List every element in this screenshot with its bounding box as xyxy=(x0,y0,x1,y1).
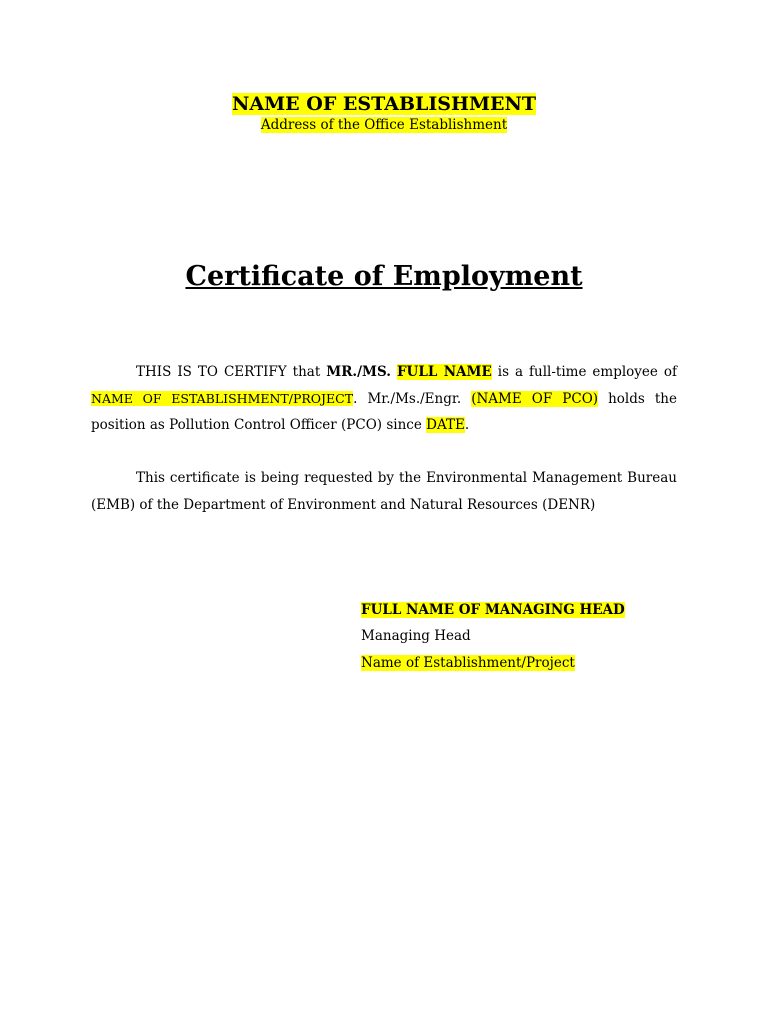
signatory-establishment-line xyxy=(361,650,575,677)
employer-establishment: NAME OF ESTABLISHMENT/PROJECT xyxy=(91,390,354,406)
para1-text-4: holds the position as Pollution Control Officer (PCO) since xyxy=(91,390,677,433)
establishment-name-header xyxy=(0,93,768,115)
signatory-name-line xyxy=(361,597,625,624)
para1-text-1: THIS IS TO CERTIFY that xyxy=(136,364,327,380)
signatory-establishment: Name of Establishment/Project xyxy=(361,655,575,671)
document-title: Certificate of Employment xyxy=(185,261,583,292)
establishment-name: NAME OF ESTABLISHMENT xyxy=(232,93,536,115)
certification-paragraph xyxy=(91,359,677,439)
signatory-name: FULL NAME OF MANAGING HEAD xyxy=(361,602,625,618)
signatory-position: Managing Head xyxy=(361,628,471,644)
para1-text-3: . Mr./Ms./Engr. xyxy=(353,390,472,407)
para1-text-2: is a full-time employee of xyxy=(491,364,678,380)
employment-date: DATE xyxy=(426,417,465,433)
purpose-paragraph: This certificate is being requested by the Environmental Management Bureau (EMB) of the Department of Environment and Natural Resources (DENR) xyxy=(91,470,677,513)
establishment-address-header xyxy=(0,117,768,133)
employee-full-name: FULL NAME xyxy=(396,364,492,380)
honorific: MR./MS. xyxy=(326,364,391,380)
pco-name: (NAME OF PCO) xyxy=(471,390,599,407)
para1-text-5: . xyxy=(464,417,470,433)
establishment-address: Address of the Office Establishment xyxy=(260,117,508,133)
